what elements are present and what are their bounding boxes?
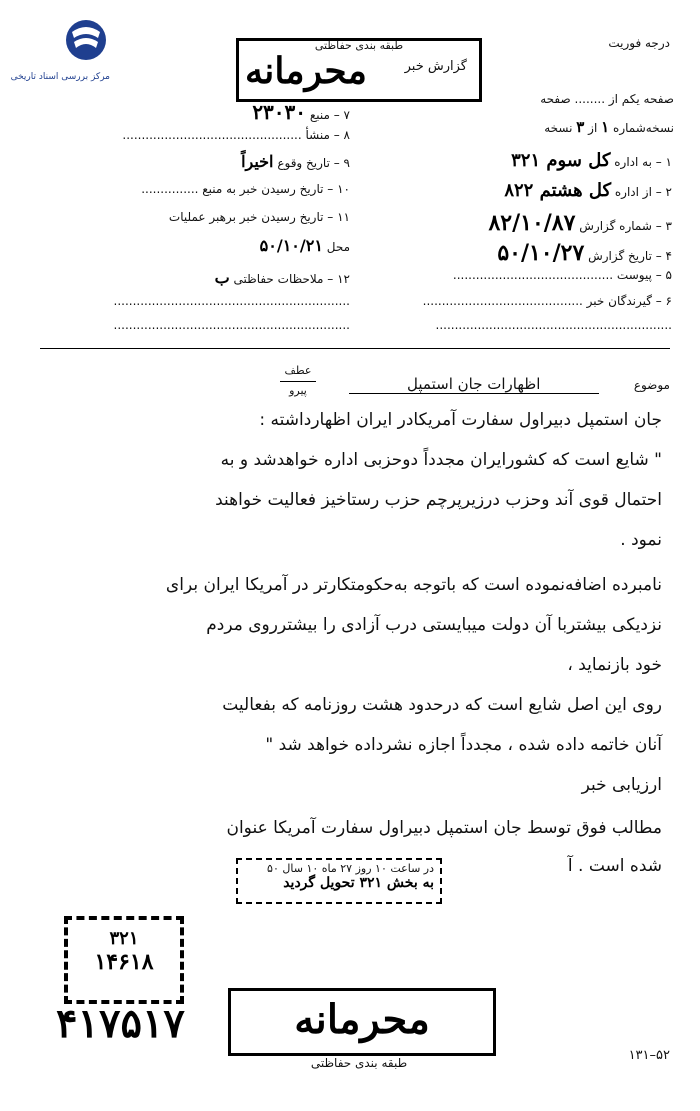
classification-label-bottom: طبقه بندی حفاظتی bbox=[310, 1056, 408, 1070]
field-notes-line-1: .............................................................. bbox=[113, 294, 350, 308]
field-recipients: ۶ – گیرندگان خبر .......................................... bbox=[422, 294, 672, 308]
classification-label: طبقه بندی حفاظتی bbox=[314, 39, 404, 52]
field-notes-line-2: .............................................................. bbox=[113, 318, 350, 332]
receipt-stamp: در ساعت ۱۰ روز ۲۷ ماه ۱۰ سال ۵۰ به بخش ۳۲۱ تحویل گردید bbox=[236, 858, 442, 904]
archive-logo bbox=[10, 18, 110, 82]
field-source-received-date: ۱۰ – تاریخ رسیدن خبر به منبع ............... bbox=[141, 182, 350, 196]
confidential-stamp-bottom-text: محرمانه bbox=[294, 996, 430, 1043]
field-report-number: ۳ – شماره گزارش ۸۲/۱۰/۸۷ bbox=[488, 210, 672, 236]
confidential-stamp-text: محرمانه bbox=[245, 50, 367, 92]
document-code: ۱۳۱–۵۲ bbox=[628, 1048, 670, 1063]
field-to-department: ۱ – به اداره کل سوم ۳۲۱ bbox=[511, 150, 672, 171]
field-event-date: ۹ – تاریخ وقوع اخیراً bbox=[241, 152, 350, 171]
classification-stamp-bottom bbox=[228, 988, 496, 1056]
field-location: محل ۵۰/۱۰/۲۱ bbox=[259, 236, 350, 255]
body-line: شده است . آ bbox=[567, 856, 662, 876]
field-recipients-line: .............................................................. bbox=[435, 318, 672, 332]
body-line: روی این اصل شایع است که درحدود هشت روزنامه که بفعالیت bbox=[222, 695, 662, 715]
body-line: احتمال قوی آند وحزب درزیرپرچم حزب رستاخیز فعالیت خواهند bbox=[215, 490, 662, 510]
field-source: ۷ – منبع ۲۳۰۳۰ bbox=[252, 100, 350, 124]
page-info: صفحه یکم از ........ صفحه bbox=[540, 92, 674, 106]
field-report-date: ۴ – تاریخ گزارش ۵۰/۱۰/۲۷ bbox=[497, 240, 672, 266]
body-line: نامبرده اضافه‌نموده است که باتوجه به‌حکومتکارتر در آمریکا ایران برای bbox=[165, 575, 662, 595]
body-line: مطالب فوق توسط جان استمپل دبیراول سفارت آمریکا عنوان bbox=[226, 818, 662, 838]
body-line: " شایع است که کشورایران مجدداً دوحزبی اداره خواهدشد و به bbox=[220, 450, 662, 470]
registry-stamp: ۳۲۱ ۱۴۶۱۸ bbox=[64, 916, 184, 1004]
body-line: آنان خاتمه داده شده ،‌ مجدداً اجازه نشرداده خواهد شد " bbox=[265, 735, 662, 755]
subject-line: موضوع اظهارات جان استمپل bbox=[349, 374, 670, 394]
reference-box: عطف پیرو bbox=[280, 364, 316, 397]
body-line: جان استمپل دبیراول سفارت آمریکادر ایران اظهارداشته : bbox=[259, 410, 662, 430]
field-ops-received-date: ۱۱ – تاریخ رسیدن خبر برهبر عملیات bbox=[168, 210, 350, 224]
urgency-label: درجه فوریت bbox=[608, 36, 670, 50]
header-divider bbox=[40, 348, 670, 349]
body-line: نزدیکی بیشتربا آن دولت میبایستی درب آزادی را بیشترروی مردم bbox=[206, 615, 662, 635]
field-attachment: ۵ – پیوست .......................................... bbox=[452, 268, 672, 282]
body-line: نمود . bbox=[620, 530, 662, 550]
field-from-department: ۲ – از اداره کل هشتم ۸۲۲ bbox=[504, 180, 672, 201]
field-origin: ۸ – منشأ ............................................... bbox=[122, 128, 350, 142]
field-security-notes: ۱۲ – ملاحظات حفاظتی ب bbox=[214, 268, 350, 287]
copy-info: نسخه‌شماره ۱ از ۳ نسخه bbox=[544, 118, 674, 136]
classification-stamp-top bbox=[236, 38, 482, 102]
archive-logo-text: مرکز بررسی اسناد تاریخی bbox=[10, 72, 110, 82]
handwritten-number: ۴۱۷۵۱۷ bbox=[56, 1000, 185, 1047]
archive-logo-icon bbox=[14, 18, 110, 62]
body-line: خود بازنماید ، bbox=[567, 655, 662, 675]
body-line: ارزیابی خبر bbox=[581, 775, 662, 795]
report-type-label: گزارش خبر bbox=[404, 59, 467, 74]
